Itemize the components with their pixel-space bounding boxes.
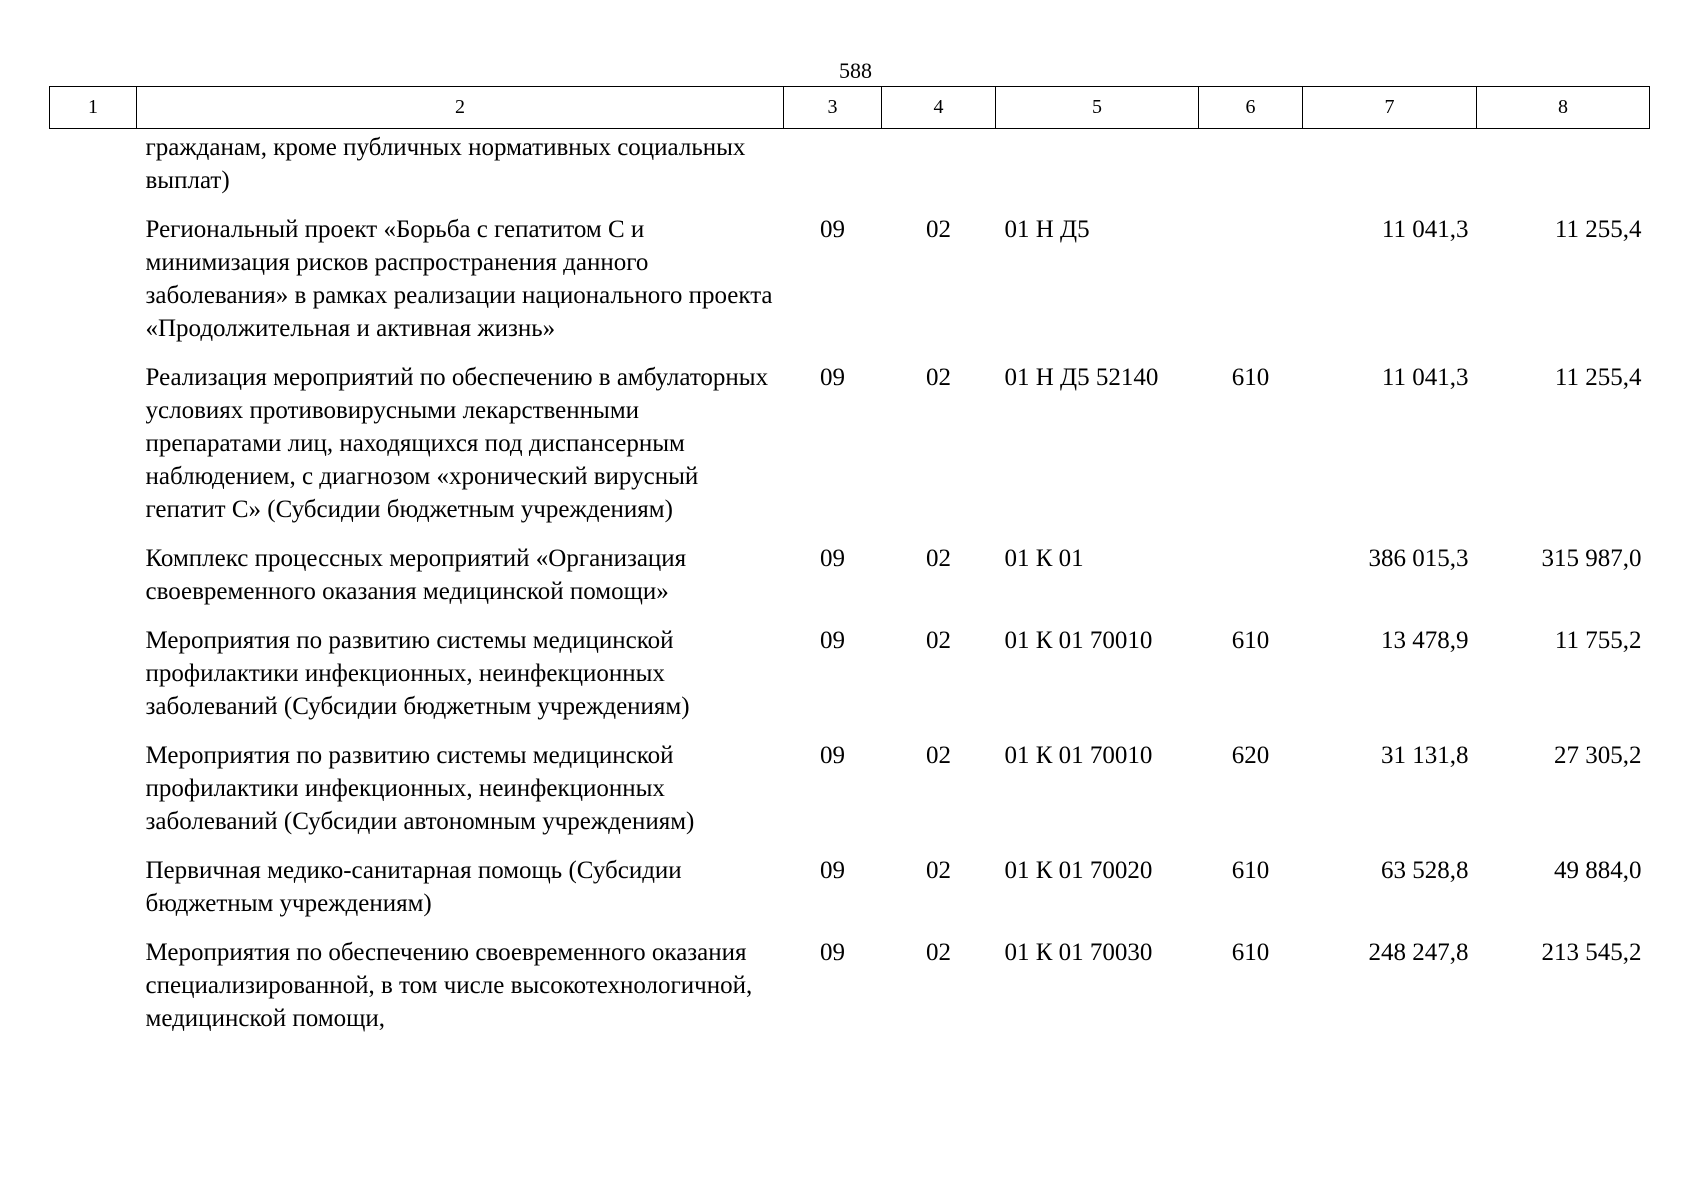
section-code: 09	[820, 742, 845, 769]
target-article-code: 01 К 01 70010	[1004, 627, 1153, 654]
table-row	[50, 854, 1650, 936]
subsection-code: 02	[926, 216, 951, 243]
table-row	[50, 542, 1650, 624]
amount-year-2: 315 987,0	[1541, 545, 1642, 572]
expense-type-code: 610	[1231, 364, 1270, 391]
target-article-code: 01 Н Д5	[1004, 216, 1090, 243]
row-number-cell	[50, 936, 137, 1051]
target-article-code: 01 К 01 70030	[1004, 939, 1153, 966]
header-col-5: 5	[996, 87, 1199, 129]
header-row	[50, 87, 1650, 129]
table-body	[50, 129, 1650, 1052]
subsection-code: 02	[926, 545, 951, 572]
section-code: 09	[820, 939, 845, 966]
amount-year-2	[1477, 129, 1650, 214]
row-number-cell	[50, 624, 137, 739]
item-name: Реализация мероприятий по обеспечению в амбулаторных условиях противовирусными лекарственными препаратами лиц, находящихся под диспансерным наблюдением, с диагнозом «хронический вирусный гепатит С» (Субсидии бюджетным учреждениям)	[145, 364, 769, 523]
subsection-code: 02	[926, 627, 951, 654]
expense-type-code: 610	[1231, 939, 1270, 966]
row-number-cell	[50, 361, 137, 542]
amount-year-2: 213 545,2	[1541, 939, 1642, 966]
target-article-code: 01 К 01	[1004, 545, 1084, 572]
amount-year-2: 11 755,2	[1554, 627, 1642, 654]
amount-year-1: 11 041,3	[1381, 364, 1469, 391]
header-col-4: 4	[882, 87, 996, 129]
item-name: Мероприятия по развитию системы медицинской профилактики инфекционных, неинфекционных заболеваний (Субсидии автономным учреждениям)	[145, 742, 695, 835]
expense-type-code	[1199, 542, 1303, 624]
section-code	[784, 129, 882, 214]
table-row	[50, 213, 1650, 361]
item-name: Мероприятия по развитию системы медицинской профилактики инфекционных, неинфекционных заболеваний (Субсидии бюджетным учреждениям)	[145, 627, 690, 720]
expense-type-code	[1199, 129, 1303, 214]
table-row	[50, 936, 1650, 1051]
budget-table	[49, 86, 1650, 1051]
amount-year-1: 386 015,3	[1368, 545, 1469, 572]
amount-year-1: 11 041,3	[1381, 216, 1469, 243]
target-article-code: 01 К 01 70020	[1004, 857, 1153, 884]
header-col-3: 3	[784, 87, 882, 129]
table-row	[50, 361, 1650, 542]
header-col-7: 7	[1303, 87, 1477, 129]
section-code: 09	[820, 627, 845, 654]
amount-year-2: 27 305,2	[1554, 742, 1642, 769]
subsection-code: 02	[926, 364, 951, 391]
row-number-cell	[50, 542, 137, 624]
header-col-6: 6	[1199, 87, 1303, 129]
subsection-code: 02	[926, 939, 951, 966]
row-number-cell	[50, 129, 137, 214]
amount-year-1	[1303, 129, 1477, 214]
row-number-cell	[50, 213, 137, 361]
target-article-code: 01 Н Д5 52140	[1004, 364, 1159, 391]
expense-type-code: 610	[1231, 627, 1270, 654]
item-name: Комплекс процессных мероприятий «Организация своевременного оказания медицинской помощи»	[145, 545, 687, 605]
table-row	[50, 739, 1650, 854]
item-name: Первичная медико-санитарная помощь (Субсидии бюджетным учреждениям)	[145, 857, 682, 917]
header-col-2: 2	[137, 87, 784, 129]
expense-type-code: 610	[1231, 857, 1270, 884]
amount-year-1: 31 131,8	[1381, 742, 1469, 769]
section-code: 09	[820, 364, 845, 391]
table-row	[50, 624, 1650, 739]
amount-year-2: 49 884,0	[1554, 857, 1642, 884]
expense-type-code: 620	[1231, 742, 1270, 769]
section-code: 09	[820, 216, 845, 243]
target-article-code: 01 К 01 70010	[1004, 742, 1153, 769]
page-number: 588	[839, 58, 872, 83]
amount-year-2: 11 255,4	[1554, 364, 1642, 391]
amount-year-1: 13 478,9	[1381, 627, 1469, 654]
table-row	[50, 129, 1650, 214]
header-col-1: 1	[50, 87, 137, 129]
expense-type-code	[1199, 213, 1303, 361]
item-name: гражданам, кроме публичных нормативных социальных выплат)	[145, 134, 746, 194]
section-code: 09	[820, 857, 845, 884]
target-article-code	[996, 129, 1199, 214]
item-name: Мероприятия по обеспечению своевременного оказания специализированной, в том числе высокотехнологичной, медицинской помощи,	[145, 939, 753, 1032]
subsection-code: 02	[926, 742, 951, 769]
item-name: Региональный проект «Борьба с гепатитом С и минимизация рисков распространения данного заболевания» в рамках реализации национального проекта «Продолжительная и активная жизнь»	[145, 216, 773, 342]
section-code: 09	[820, 545, 845, 572]
row-number-cell	[50, 739, 137, 854]
row-number-cell	[50, 854, 137, 936]
header-col-8: 8	[1477, 87, 1650, 129]
subsection-code	[882, 129, 996, 214]
amount-year-1: 248 247,8	[1368, 939, 1469, 966]
amount-year-1: 63 528,8	[1381, 857, 1469, 884]
table-header	[50, 87, 1650, 129]
subsection-code: 02	[926, 857, 951, 884]
amount-year-2: 11 255,4	[1554, 216, 1642, 243]
